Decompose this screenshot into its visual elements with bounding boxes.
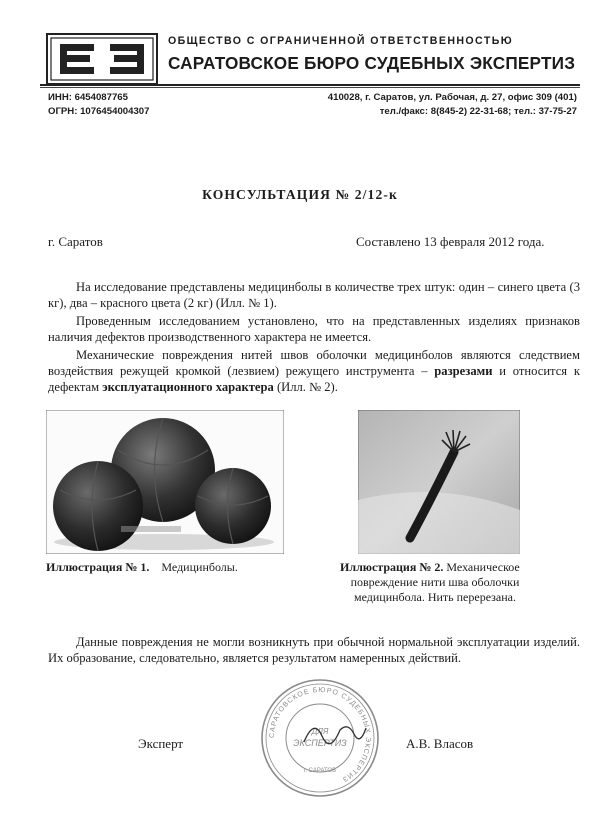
document-city: г. Саратов [48, 234, 103, 249]
seal-ring-text: САРАТОВСКОЕ БЮРО СУДЕБНЫХ ЭКСПЕРТИЗ [268, 686, 372, 784]
address: 410028, г. Саратов, ул. Рабочая, д. 27, офис 309 (401) [327, 92, 577, 103]
expert-name: А.В. Власов [406, 736, 474, 751]
expert-label: Эксперт [138, 736, 184, 751]
illustration-2-caption-line2: повреждение нити шва оболочки [350, 575, 520, 589]
illustration-1-photo [46, 410, 284, 554]
phones: тел./факс: 8(845-2) 22-31-68; тел.: 37-75-27 [379, 106, 577, 117]
paragraph-4: Данные повреждения не могли возникнуть при обычной нормальной эксплуатации изделий. Их образование, следовательно, является результатом намеренных действий. [48, 635, 580, 665]
seal-city: г. САРАТОВ [303, 768, 337, 774]
paragraph-1: На исследование представлены медицинболы в количестве трех штук: один – синего цвета (3 кг), два – красного цвета (2 кг) (Илл. № 1). [48, 280, 580, 310]
inn: ИНН: 6454087765 [48, 92, 128, 103]
illustration-2-caption-line3: медицинбола. Нить перерезана. [354, 590, 516, 604]
ogrn: ОГРН: 1076454004307 [48, 106, 150, 117]
signature [300, 712, 370, 752]
document-title: КОНСУЛЬТАЦИЯ № 2/12-к [202, 187, 398, 202]
illustration-2-caption: Иллюстрация № 2. Механическое [340, 560, 520, 574]
company-logo [46, 33, 158, 85]
seal-text-2: ЭКСПЕРТИЗ [293, 738, 347, 748]
org-legal-form: ОБЩЕСТВО С ОГРАНИЧЕННОЙ ОТВЕТСТВЕННОСТЬЮ [168, 35, 514, 47]
paragraph-2: Проведенным исследованием установлено, что на представленных изделиях признаков наличия дефектов производственного характера не имеется. [48, 314, 580, 344]
document-date: Составлено 13 февраля 2012 года. [356, 234, 545, 249]
illustration-1-caption: Иллюстрация № 1. Медицинболы. [46, 560, 238, 574]
illustration-2-photo [358, 410, 520, 554]
paragraph-3: Механические повреждения нитей швов оболочки медицинболов являются следствием воздействия режущей кромкой (лезвием) режущего инструмента – разрезами и относится к дефектам эксплуатационного характера (Илл. № 2). [48, 348, 580, 394]
seal-text-1: ДЛЯ [311, 727, 329, 736]
header-rule-thin [40, 87, 580, 88]
header-rule [40, 84, 580, 86]
org-name: САРАТОВСКОЕ БЮРО СУДЕБНЫХ ЭКСПЕРТИЗ [168, 53, 576, 73]
